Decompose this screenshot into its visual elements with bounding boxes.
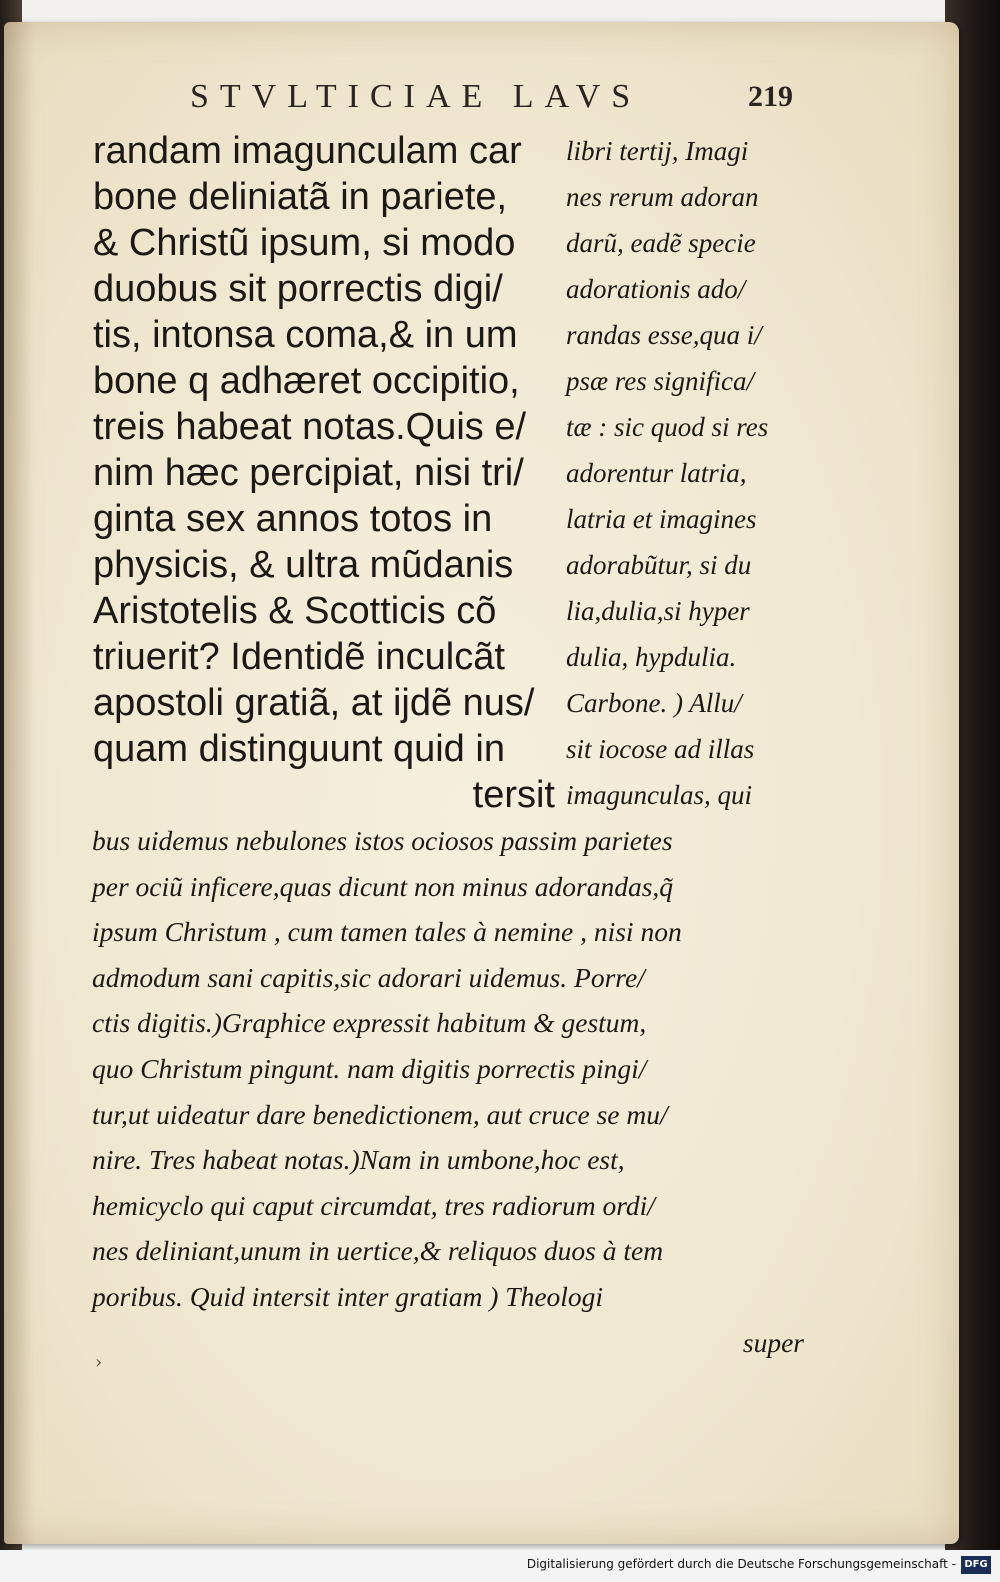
main-text-line: & Christũ ipsum, si modo: [93, 222, 516, 264]
commentary-line: hemicyclo qui caput circumdat, tres radiorum ordi/: [92, 1189, 655, 1221]
main-text-line: bone deliniatã in pariete,: [93, 176, 508, 218]
main-text-line: nim hæc percipiat, nisi tri/: [93, 452, 524, 494]
page-number: 219: [748, 80, 793, 113]
main-text-line: tersit: [472, 774, 555, 816]
main-text-line: apostoli gratiã, at ijdẽ nus/: [93, 682, 535, 724]
marginal-note-line: sit iocose ad illas: [566, 734, 755, 764]
marginal-note-line: dulia, hypdulia.: [566, 642, 737, 672]
commentary-line: quo Christum pingunt. nam digitis porrectis pingi/: [92, 1052, 647, 1084]
marginal-note-line: adorentur latria,: [566, 458, 747, 488]
main-text-line: triuerit? Identidẽ inculcãt: [93, 636, 505, 678]
digitization-credit: Digitalisierung gefördert durch die Deutsche Forschungsgemeinschaft -: [526, 1557, 956, 1571]
main-text-line: Aristotelis & Scotticis cõ: [93, 590, 497, 632]
main-text-line: physicis, & ultra mũdanis: [93, 544, 514, 586]
marginal-note-line: latria et imagines: [566, 504, 757, 534]
marginal-note-column: [566, 128, 802, 818]
marginal-note-line: Carbone. ) Allu/: [566, 688, 742, 718]
main-text-line: ginta sex annos totos in: [93, 498, 493, 540]
main-text-column: [93, 128, 555, 818]
main-text-line: bone q adhæret occipitio,: [93, 360, 520, 402]
marginal-note-line: adorabũtur, si du: [566, 550, 752, 580]
commentary-block: [92, 818, 804, 1365]
main-text-line: duobus sit porrectis digi/: [93, 268, 503, 310]
commentary-line: admodum sani capitis,sic adorari uidemus. Porre/: [92, 961, 645, 993]
commentary-line: nire. Tres habeat notas.)Nam in umbone,hoc est,: [92, 1144, 625, 1176]
marginal-note-line: adorationis ado/: [566, 274, 746, 304]
catchword: super: [742, 1326, 804, 1358]
commentary-line: ipsum Christum , cum tamen tales à nemine , nisi non: [92, 916, 682, 948]
commentary-line: per ociũ inficere,quas dicunt non minus adorandas,q̃: [92, 870, 674, 902]
main-text-line: quam distinguunt quid in: [93, 728, 505, 770]
dfg-logo-icon: DFG: [961, 1556, 991, 1574]
stray-mark: ›: [95, 1352, 103, 1373]
main-text-line: treis habeat notas.Quis e/: [93, 406, 527, 448]
marginal-note-line: libri tertij, Imagi: [566, 136, 749, 166]
commentary-line: ctis digitis.)Graphice expressit habitum & gestum,: [92, 1007, 647, 1039]
marginal-note-line: lia,dulia,si hyper: [566, 596, 750, 626]
marginal-note-line: psæ res significa/: [566, 366, 755, 396]
main-text-line: randam imagunculam car: [93, 130, 522, 172]
commentary-line: nes deliniant,unum in uertice,& reliquos duos à tem: [92, 1235, 664, 1267]
running-title: STVLTICIAE LAVS: [190, 78, 642, 115]
marginal-note-line: randas esse,qua i/: [566, 320, 762, 350]
commentary-line: poribus. Quid intersit inter gratiam ) Theologi: [92, 1280, 604, 1312]
commentary-line: tur,ut uideatur dare benedictionem, aut cruce se mu/: [92, 1098, 668, 1130]
commentary-line: bus uidemus nebulones istos ociosos passim parietes: [92, 825, 673, 856]
marginal-note-line: darũ, eadẽ specie: [566, 228, 756, 258]
marginal-note-line: nes rerum adoran: [566, 182, 759, 212]
main-text-line: tis, intonsa coma,& in um: [93, 314, 518, 356]
marginal-note-line: imagunculas, qui: [566, 780, 752, 810]
marginal-note-line: tæ : sic quod si res: [566, 412, 769, 442]
